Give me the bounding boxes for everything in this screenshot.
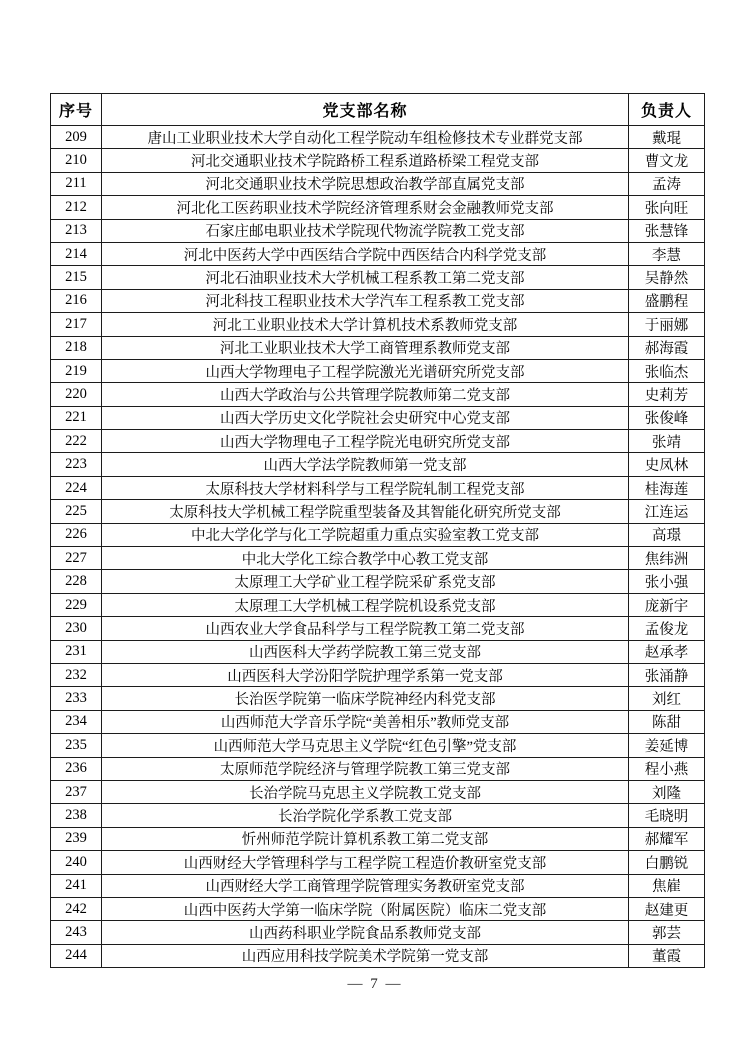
branch-name-cell: 太原理工大学机械工程学院机设系党支部 <box>102 593 629 616</box>
table-row <box>51 289 705 312</box>
seq-cell: 212 <box>51 196 102 219</box>
header-seq: 序号 <box>51 94 102 126</box>
seq-cell: 214 <box>51 242 102 265</box>
leader-cell: 赵承孝 <box>629 640 705 663</box>
table-row <box>51 359 705 382</box>
table-row <box>51 430 705 453</box>
seq-cell: 220 <box>51 383 102 406</box>
table-row <box>51 126 705 149</box>
table-row <box>51 172 705 195</box>
seq-cell: 226 <box>51 523 102 546</box>
table-row <box>51 523 705 546</box>
leader-cell: 程小燕 <box>629 757 705 780</box>
table-row <box>51 757 705 780</box>
branch-name-cell: 河北中医药大学中西医结合学院中西医结合内科学党支部 <box>102 242 629 265</box>
leader-cell: 于丽娜 <box>629 313 705 336</box>
leader-cell: 史凤林 <box>629 453 705 476</box>
branch-name-cell: 山西大学物理电子工程学院光电研究所党支部 <box>102 430 629 453</box>
leader-cell: 郝海霞 <box>629 336 705 359</box>
seq-cell: 234 <box>51 710 102 733</box>
branch-name-cell: 山西应用科技学院美术学院第一党支部 <box>102 944 629 967</box>
table-row <box>51 734 705 757</box>
table-row <box>51 266 705 289</box>
leader-cell: 郝耀军 <box>629 827 705 850</box>
branch-name-cell: 河北工业职业技术大学计算机技术系教师党支部 <box>102 313 629 336</box>
table-row <box>51 336 705 359</box>
seq-cell: 233 <box>51 687 102 710</box>
seq-cell: 239 <box>51 827 102 850</box>
branch-name-cell: 忻州师范学院计算机系教工第二党支部 <box>102 827 629 850</box>
seq-cell: 215 <box>51 266 102 289</box>
leader-cell: 郭芸 <box>629 921 705 944</box>
seq-cell: 216 <box>51 289 102 312</box>
table-row <box>51 617 705 640</box>
table-row <box>51 196 705 219</box>
seq-cell: 213 <box>51 219 102 242</box>
branch-name-cell: 山西药科职业学院食品系教师党支部 <box>102 921 629 944</box>
seq-cell: 238 <box>51 804 102 827</box>
seq-cell: 219 <box>51 359 102 382</box>
branch-name-cell: 中北大学化学与化工学院超重力重点实验室教工党支部 <box>102 523 629 546</box>
branch-name-cell: 山西大学法学院教师第一党支部 <box>102 453 629 476</box>
branch-name-cell: 山西财经大学管理科学与工程学院工程造价教研室党支部 <box>102 851 629 874</box>
header-row <box>51 94 705 126</box>
seq-cell: 244 <box>51 944 102 967</box>
branch-name-cell: 太原科技大学机械工程学院重型装备及其智能化研究所党支部 <box>102 500 629 523</box>
seq-cell: 235 <box>51 734 102 757</box>
page-number: — 7 — <box>347 976 403 992</box>
seq-cell: 242 <box>51 897 102 920</box>
table-row <box>51 547 705 570</box>
leader-cell: 刘红 <box>629 687 705 710</box>
header-branch-name: 党支部名称 <box>102 94 629 126</box>
seq-cell: 211 <box>51 172 102 195</box>
branch-name-cell: 山西中医药大学第一临床学院（附属医院）临床二党支部 <box>102 897 629 920</box>
seq-cell: 227 <box>51 547 102 570</box>
leader-cell: 刘隆 <box>629 780 705 803</box>
branch-name-cell: 长治学院马克思主义学院教工党支部 <box>102 780 629 803</box>
leader-cell: 庞新宇 <box>629 593 705 616</box>
table-row <box>51 570 705 593</box>
table-row <box>51 921 705 944</box>
leader-cell: 吴静然 <box>629 266 705 289</box>
leader-cell: 孟涛 <box>629 172 705 195</box>
branch-name-cell: 河北石油职业技术大学机械工程系教工第二党支部 <box>102 266 629 289</box>
seq-cell: 209 <box>51 126 102 149</box>
leader-cell: 毛晓明 <box>629 804 705 827</box>
leader-cell: 曹文龙 <box>629 149 705 172</box>
branch-name-cell: 太原理工大学矿业工程学院采矿系党支部 <box>102 570 629 593</box>
table-body <box>51 126 705 968</box>
leader-cell: 李慧 <box>629 242 705 265</box>
table-row <box>51 827 705 850</box>
leader-cell: 张临杰 <box>629 359 705 382</box>
leader-cell: 盛鹏程 <box>629 289 705 312</box>
leader-cell: 焦纬洲 <box>629 547 705 570</box>
leader-cell: 张慧锋 <box>629 219 705 242</box>
table-row <box>51 710 705 733</box>
seq-cell: 231 <box>51 640 102 663</box>
seq-cell: 228 <box>51 570 102 593</box>
table-row <box>51 944 705 967</box>
table-row <box>51 406 705 429</box>
branch-name-cell: 长治学院化学系教工党支部 <box>102 804 629 827</box>
leader-cell: 白鹏锐 <box>629 851 705 874</box>
seq-cell: 210 <box>51 149 102 172</box>
leader-cell: 孟俊龙 <box>629 617 705 640</box>
branch-name-cell: 长治医学院第一临床学院神经内科党支部 <box>102 687 629 710</box>
seq-cell: 222 <box>51 430 102 453</box>
branch-name-cell: 山西大学历史文化学院社会史研究中心党支部 <box>102 406 629 429</box>
leader-cell: 江连运 <box>629 500 705 523</box>
table-row <box>51 242 705 265</box>
branch-name-cell: 河北工业职业技术大学工商管理系教师党支部 <box>102 336 629 359</box>
seq-cell: 221 <box>51 406 102 429</box>
table-row <box>51 851 705 874</box>
leader-cell: 张涌静 <box>629 663 705 686</box>
leader-cell: 张向旺 <box>629 196 705 219</box>
seq-cell: 224 <box>51 476 102 499</box>
branch-name-cell: 山西大学政治与公共管理学院教师第二党支部 <box>102 383 629 406</box>
seq-cell: 230 <box>51 617 102 640</box>
branch-name-cell: 山西师范大学音乐学院“美善相乐”教师党支部 <box>102 710 629 733</box>
leader-cell: 张小强 <box>629 570 705 593</box>
table-row <box>51 383 705 406</box>
seq-cell: 232 <box>51 663 102 686</box>
table-row <box>51 476 705 499</box>
branch-name-cell: 河北交通职业技术学院路桥工程系道路桥梁工程党支部 <box>102 149 629 172</box>
branch-name-cell: 河北交通职业技术学院思想政治教学部直属党支部 <box>102 172 629 195</box>
branch-name-cell: 山西医科大学汾阳学院护理学系第一党支部 <box>102 663 629 686</box>
leader-cell: 焦嵟 <box>629 874 705 897</box>
leader-cell: 张靖 <box>629 430 705 453</box>
seq-cell: 243 <box>51 921 102 944</box>
seq-cell: 218 <box>51 336 102 359</box>
leader-cell: 张俊峰 <box>629 406 705 429</box>
branch-name-cell: 中北大学化工综合教学中心教工党支部 <box>102 547 629 570</box>
table-row <box>51 313 705 336</box>
table-row <box>51 500 705 523</box>
leader-cell: 戴琨 <box>629 126 705 149</box>
branch-name-cell: 河北科技工程职业技术大学汽车工程系教工党支部 <box>102 289 629 312</box>
branch-name-cell: 石家庄邮电职业技术学院现代物流学院教工党支部 <box>102 219 629 242</box>
leader-cell: 董霞 <box>629 944 705 967</box>
party-branch-table <box>50 93 705 968</box>
seq-cell: 241 <box>51 874 102 897</box>
seq-cell: 237 <box>51 780 102 803</box>
seq-cell: 229 <box>51 593 102 616</box>
table-row <box>51 453 705 476</box>
table-row <box>51 874 705 897</box>
header-leader: 负责人 <box>629 94 705 126</box>
leader-cell: 高璟 <box>629 523 705 546</box>
leader-cell: 赵建更 <box>629 897 705 920</box>
branch-name-cell: 太原师范学院经济与管理学院教工第三党支部 <box>102 757 629 780</box>
leader-cell: 姜延博 <box>629 734 705 757</box>
table-row <box>51 687 705 710</box>
table-row <box>51 593 705 616</box>
table-row <box>51 149 705 172</box>
branch-name-cell: 河北化工医药职业技术学院经济管理系财会金融教师党支部 <box>102 196 629 219</box>
table-row <box>51 219 705 242</box>
branch-name-cell: 山西师范大学马克思主义学院“红色引擎”党支部 <box>102 734 629 757</box>
branch-name-cell: 唐山工业职业技术大学自动化工程学院动车组检修技术专业群党支部 <box>102 126 629 149</box>
branch-name-cell: 山西财经大学工商管理学院管理实务教研室党支部 <box>102 874 629 897</box>
table-row <box>51 780 705 803</box>
seq-cell: 240 <box>51 851 102 874</box>
table-row <box>51 640 705 663</box>
branch-name-cell: 太原科技大学材料科学与工程学院轧制工程党支部 <box>102 476 629 499</box>
table-header <box>51 94 705 126</box>
branch-name-cell: 山西大学物理电子工程学院激光光谱研究所党支部 <box>102 359 629 382</box>
leader-cell: 陈甜 <box>629 710 705 733</box>
table-row <box>51 804 705 827</box>
table-row <box>51 663 705 686</box>
branch-name-cell: 山西医科大学药学院教工第三党支部 <box>102 640 629 663</box>
leader-cell: 史莉芳 <box>629 383 705 406</box>
seq-cell: 217 <box>51 313 102 336</box>
seq-cell: 225 <box>51 500 102 523</box>
leader-cell: 桂海莲 <box>629 476 705 499</box>
seq-cell: 236 <box>51 757 102 780</box>
branch-name-cell: 山西农业大学食品科学与工程学院教工第二党支部 <box>102 617 629 640</box>
table-row <box>51 897 705 920</box>
seq-cell: 223 <box>51 453 102 476</box>
